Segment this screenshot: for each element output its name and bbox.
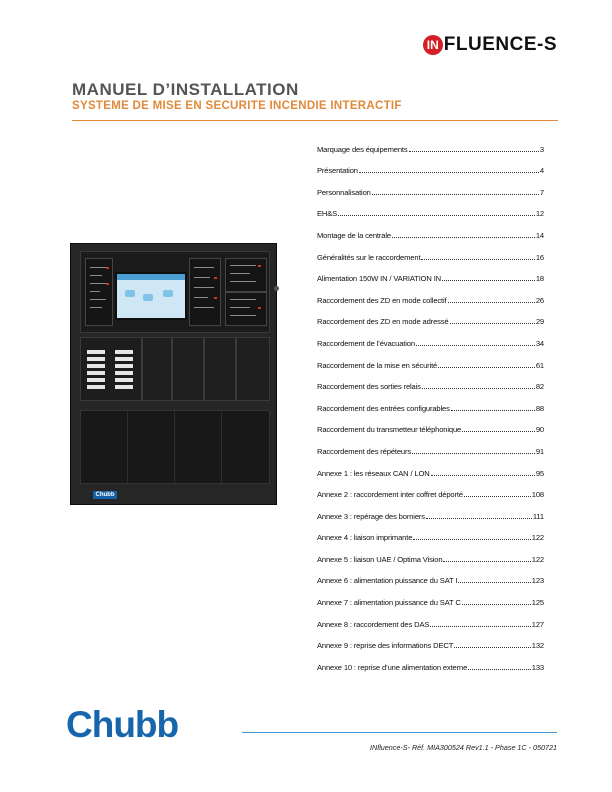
toc-entry[interactable]: [317, 413, 544, 435]
toc-entry-label: Montage de la centrale: [317, 230, 391, 240]
toc-entry-label: Raccordement des ZD en mode collectif: [317, 295, 447, 305]
toc-entry-page: 4: [539, 166, 544, 176]
toc-entry-label: Raccordement de l’évacuation: [317, 338, 415, 348]
toc-entry-page: 34: [535, 338, 544, 348]
toc-leader-dots: [448, 302, 535, 303]
toc-leader-dots: [451, 410, 535, 411]
toc-leader-dots: [438, 367, 535, 368]
toc-leader-dots: [462, 604, 531, 605]
toc-leader-dots: [413, 539, 531, 540]
toc-entry-label: Annexe 9 : reprise des informations DECT: [317, 641, 454, 651]
chubb-logo: Chubb: [66, 704, 179, 745]
toc-entry-label: Marquage des équipements: [317, 144, 408, 154]
panel-control-section: [80, 251, 270, 333]
toc-leader-dots: [454, 647, 531, 648]
toc-entry[interactable]: [317, 391, 544, 413]
toc-entry[interactable]: [317, 499, 544, 521]
toc-entry[interactable]: [317, 585, 544, 607]
zone-indicator-module: [80, 337, 142, 401]
center-control-module: [189, 258, 221, 326]
toc-entry-page: 29: [535, 317, 544, 327]
toc-entry[interactable]: [317, 283, 544, 305]
toc-leader-dots: [372, 194, 539, 195]
toc-entry-label: Alimentation 150W IN / VARIATION IN: [317, 274, 442, 284]
toc-entry[interactable]: [317, 132, 544, 154]
blank-module: [172, 337, 204, 401]
toc-leader-dots: [426, 518, 532, 519]
toc-entry[interactable]: [317, 218, 544, 240]
toc-entry-label: Annexe 6 : alimentation puissance du SAT I: [317, 576, 458, 586]
toc-entry-page: 122: [531, 533, 544, 543]
toc-leader-dots: [359, 172, 539, 173]
screen-icon: [143, 294, 153, 301]
toc-entry[interactable]: [317, 370, 544, 392]
toc-entry-label: Raccordement des sorties relais: [317, 382, 421, 392]
toc-leader-dots: [462, 431, 535, 432]
zone-label-strips: [115, 350, 133, 392]
toc-entry[interactable]: [317, 154, 544, 176]
toc-entry-label: EH&S: [317, 209, 338, 219]
toc-entry-page: 12: [535, 209, 544, 219]
toc-entry[interactable]: [317, 175, 544, 197]
fire-panel-image: [70, 243, 277, 505]
toc-leader-dots: [464, 496, 531, 497]
document-reference: INfluence-S- Réf. MIA300524 Rev1.1 - Phase 1C - 050721: [370, 743, 557, 752]
toc-entry-page: 7: [539, 187, 544, 197]
toc-leader-dots: [431, 475, 535, 476]
influence-s-logo: [423, 34, 557, 56]
toc-entry-label: Raccordement de la mise en sécurité: [317, 360, 438, 370]
toc-entry-label: Raccordement des ZD en mode adressé: [317, 317, 449, 327]
toc-entry-page: 88: [535, 403, 544, 413]
toc-leader-dots: [338, 215, 535, 216]
toc-entry-label: Annexe 10 : reprise d’une alimentation externe: [317, 662, 468, 672]
toc-entry-page: 18: [535, 274, 544, 284]
toc-entry-page: 16: [535, 252, 544, 262]
toc-entry-page: 61: [535, 360, 544, 370]
toc-entry[interactable]: [317, 650, 544, 672]
toc-entry-page: 14: [535, 230, 544, 240]
toc-entry[interactable]: [317, 326, 544, 348]
toc-entry-page: 108: [531, 490, 544, 500]
lcd-screen: [115, 272, 187, 320]
toc-leader-dots: [430, 626, 530, 627]
toc-entry-page: 111: [532, 511, 544, 521]
blank-module: [204, 337, 236, 401]
toc-leader-dots: [458, 582, 530, 583]
toc-leader-dots: [450, 323, 535, 324]
lower-blank-section: [80, 410, 270, 484]
toc-entry-page: 90: [535, 425, 544, 435]
toc-entry-label: Raccordement du transmetteur téléphonique: [317, 425, 462, 435]
toc-entry-label: Présentation: [317, 166, 358, 176]
toc-leader-dots: [421, 259, 534, 260]
right-upper-module: [225, 258, 267, 292]
header-divider: [72, 120, 558, 121]
document-subtitle: SYSTEME DE MISE EN SECURITE INCENDIE INTERACTIF: [72, 100, 402, 112]
toc-entry[interactable]: [317, 348, 544, 370]
toc-entry-label: Annexe 2 : raccordement inter coffret déporté: [317, 490, 463, 500]
toc-entry-label: Personnalisation: [317, 187, 371, 197]
toc-entry-label: Annexe 3 : repérage des borniers: [317, 511, 425, 521]
toc-leader-dots: [442, 280, 535, 281]
toc-entry[interactable]: [317, 521, 544, 543]
zone-label-strips: [87, 350, 105, 392]
brand-logo-badge: IN: [423, 35, 443, 55]
toc-entry[interactable]: [317, 542, 544, 564]
toc-entry-page: 82: [535, 382, 544, 392]
toc-entry[interactable]: [317, 478, 544, 500]
toc-entry-page: 133: [531, 662, 544, 672]
toc-entry-page: 95: [535, 468, 544, 478]
left-control-module: [85, 258, 113, 326]
brand-logo-text: FLUENCE-S: [443, 34, 557, 55]
door-lock-knob: [274, 286, 279, 291]
toc-leader-dots: [422, 388, 535, 389]
toc-entry[interactable]: [317, 629, 544, 651]
toc-entry-page: 122: [531, 554, 544, 564]
toc-entry[interactable]: [317, 262, 544, 284]
toc-entry[interactable]: [317, 456, 544, 478]
right-lower-module: [225, 292, 267, 326]
toc-entry[interactable]: [317, 564, 544, 586]
screen-icon: [125, 290, 135, 297]
toc-entry[interactable]: [317, 240, 544, 262]
toc-entry-label: Annexe 4 : liaison imprimante: [317, 533, 413, 543]
blank-module: [142, 337, 172, 401]
toc-entry-page: 132: [531, 641, 544, 651]
toc-entry-label: Annexe 8 : raccordement des DAS: [317, 619, 430, 629]
panel-chubb-badge: Chubb: [93, 491, 117, 499]
toc-leader-dots: [409, 151, 539, 152]
screen-title-bar: [117, 274, 185, 280]
toc-leader-dots: [443, 561, 530, 562]
toc-leader-dots: [468, 669, 531, 670]
toc-entry-label: Généralités sur le raccordement: [317, 252, 421, 262]
toc-leader-dots: [416, 345, 535, 346]
screen-icon: [163, 290, 173, 297]
footer-divider: [242, 732, 557, 733]
toc-entry-page: 127: [531, 619, 544, 629]
toc-entry-page: 123: [531, 576, 544, 586]
toc-entry[interactable]: [317, 607, 544, 629]
toc-entry-page: 26: [535, 295, 544, 305]
document-title: MANUEL D’INSTALLATION: [72, 80, 299, 99]
toc-entry-label: Annexe 7 : alimentation puissance du SAT C: [317, 598, 461, 608]
toc-leader-dots: [412, 453, 535, 454]
toc-entry-label: Annexe 1 : les réseaux CAN / LON: [317, 468, 430, 478]
toc-leader-dots: [392, 237, 535, 238]
toc-entry-page: 125: [531, 598, 544, 608]
toc-entry-page: 91: [535, 446, 544, 456]
toc-entry-label: Raccordement des entrées configurables: [317, 403, 450, 413]
toc-entry[interactable]: [317, 197, 544, 219]
table-of-contents: [317, 132, 544, 672]
toc-entry[interactable]: [317, 434, 544, 456]
toc-entry-label: Annexe 5 : liaison UAE / Optima Vision: [317, 554, 443, 564]
blank-module: [236, 337, 270, 401]
toc-entry[interactable]: [317, 305, 544, 327]
toc-entry-page: 3: [539, 144, 544, 154]
toc-entry-label: Raccordement des répéteurs: [317, 446, 412, 456]
